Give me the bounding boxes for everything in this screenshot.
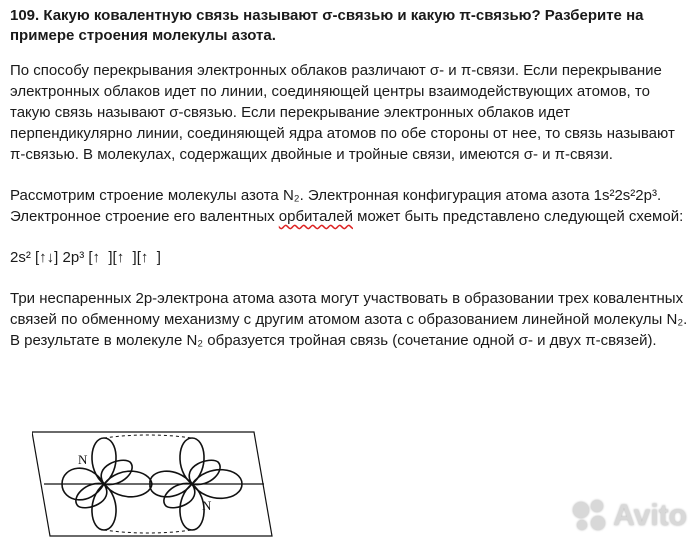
paragraph-nitrogen-config: [10, 185, 694, 227]
para2-before: Рассмотрим строение молекулы азота N₂. Электронная конфигурация атома азота 1s²2s²2p³. Электронное строение его валентных: [10, 187, 662, 225]
question-heading: 109. Какую ковалентную связь называют σ-связью и какую π-связью? Разберите на примере строения молекулы азота.: [10, 7, 644, 44]
n2-orbital-diagram: [32, 430, 277, 538]
avito-watermark-text: Avito: [613, 499, 687, 532]
atom-label-left: N: [78, 452, 88, 467]
atom-label-right: N: [202, 498, 212, 513]
avito-logo-icon: [571, 498, 607, 534]
spellcheck-word: орбиталей: [278, 208, 353, 225]
avito-watermark: [571, 498, 687, 534]
document-body: [10, 6, 694, 371]
paragraph-sigma-pi: По способу перекрывания электронных облаков различают σ- и π-связи. Если перекрывание электронных облаков идет по линии, соединяющей центры взаимодействующих атомов, то такую связь называют σ-связью. Если перекрывание электронных облаков идет перпендикулярно линии, соединяющей ядра атомов по обе стороны от нее, то связь называют π-связью. В молекулах, содержащих двойные и тройные связи, имеются σ- и π-связи.: [10, 62, 675, 163]
paragraph-triple-bond: Три неспаренных 2р-электрона атома азота могут участвовать в образовании трех ковалентных связей по обменному механизму с другим атомом азота с образованием линейной молекулы N₂. В результате в молекуле N₂ образуется тройная связь (сочетание одной σ- и двух π-связей).: [10, 290, 688, 349]
orbital-scheme: 2s² [↑↓] 2p³ [↑ ][↑ ][↑ ]: [10, 249, 161, 266]
para2-after: может быть представлено следующей схемой:: [352, 208, 684, 225]
